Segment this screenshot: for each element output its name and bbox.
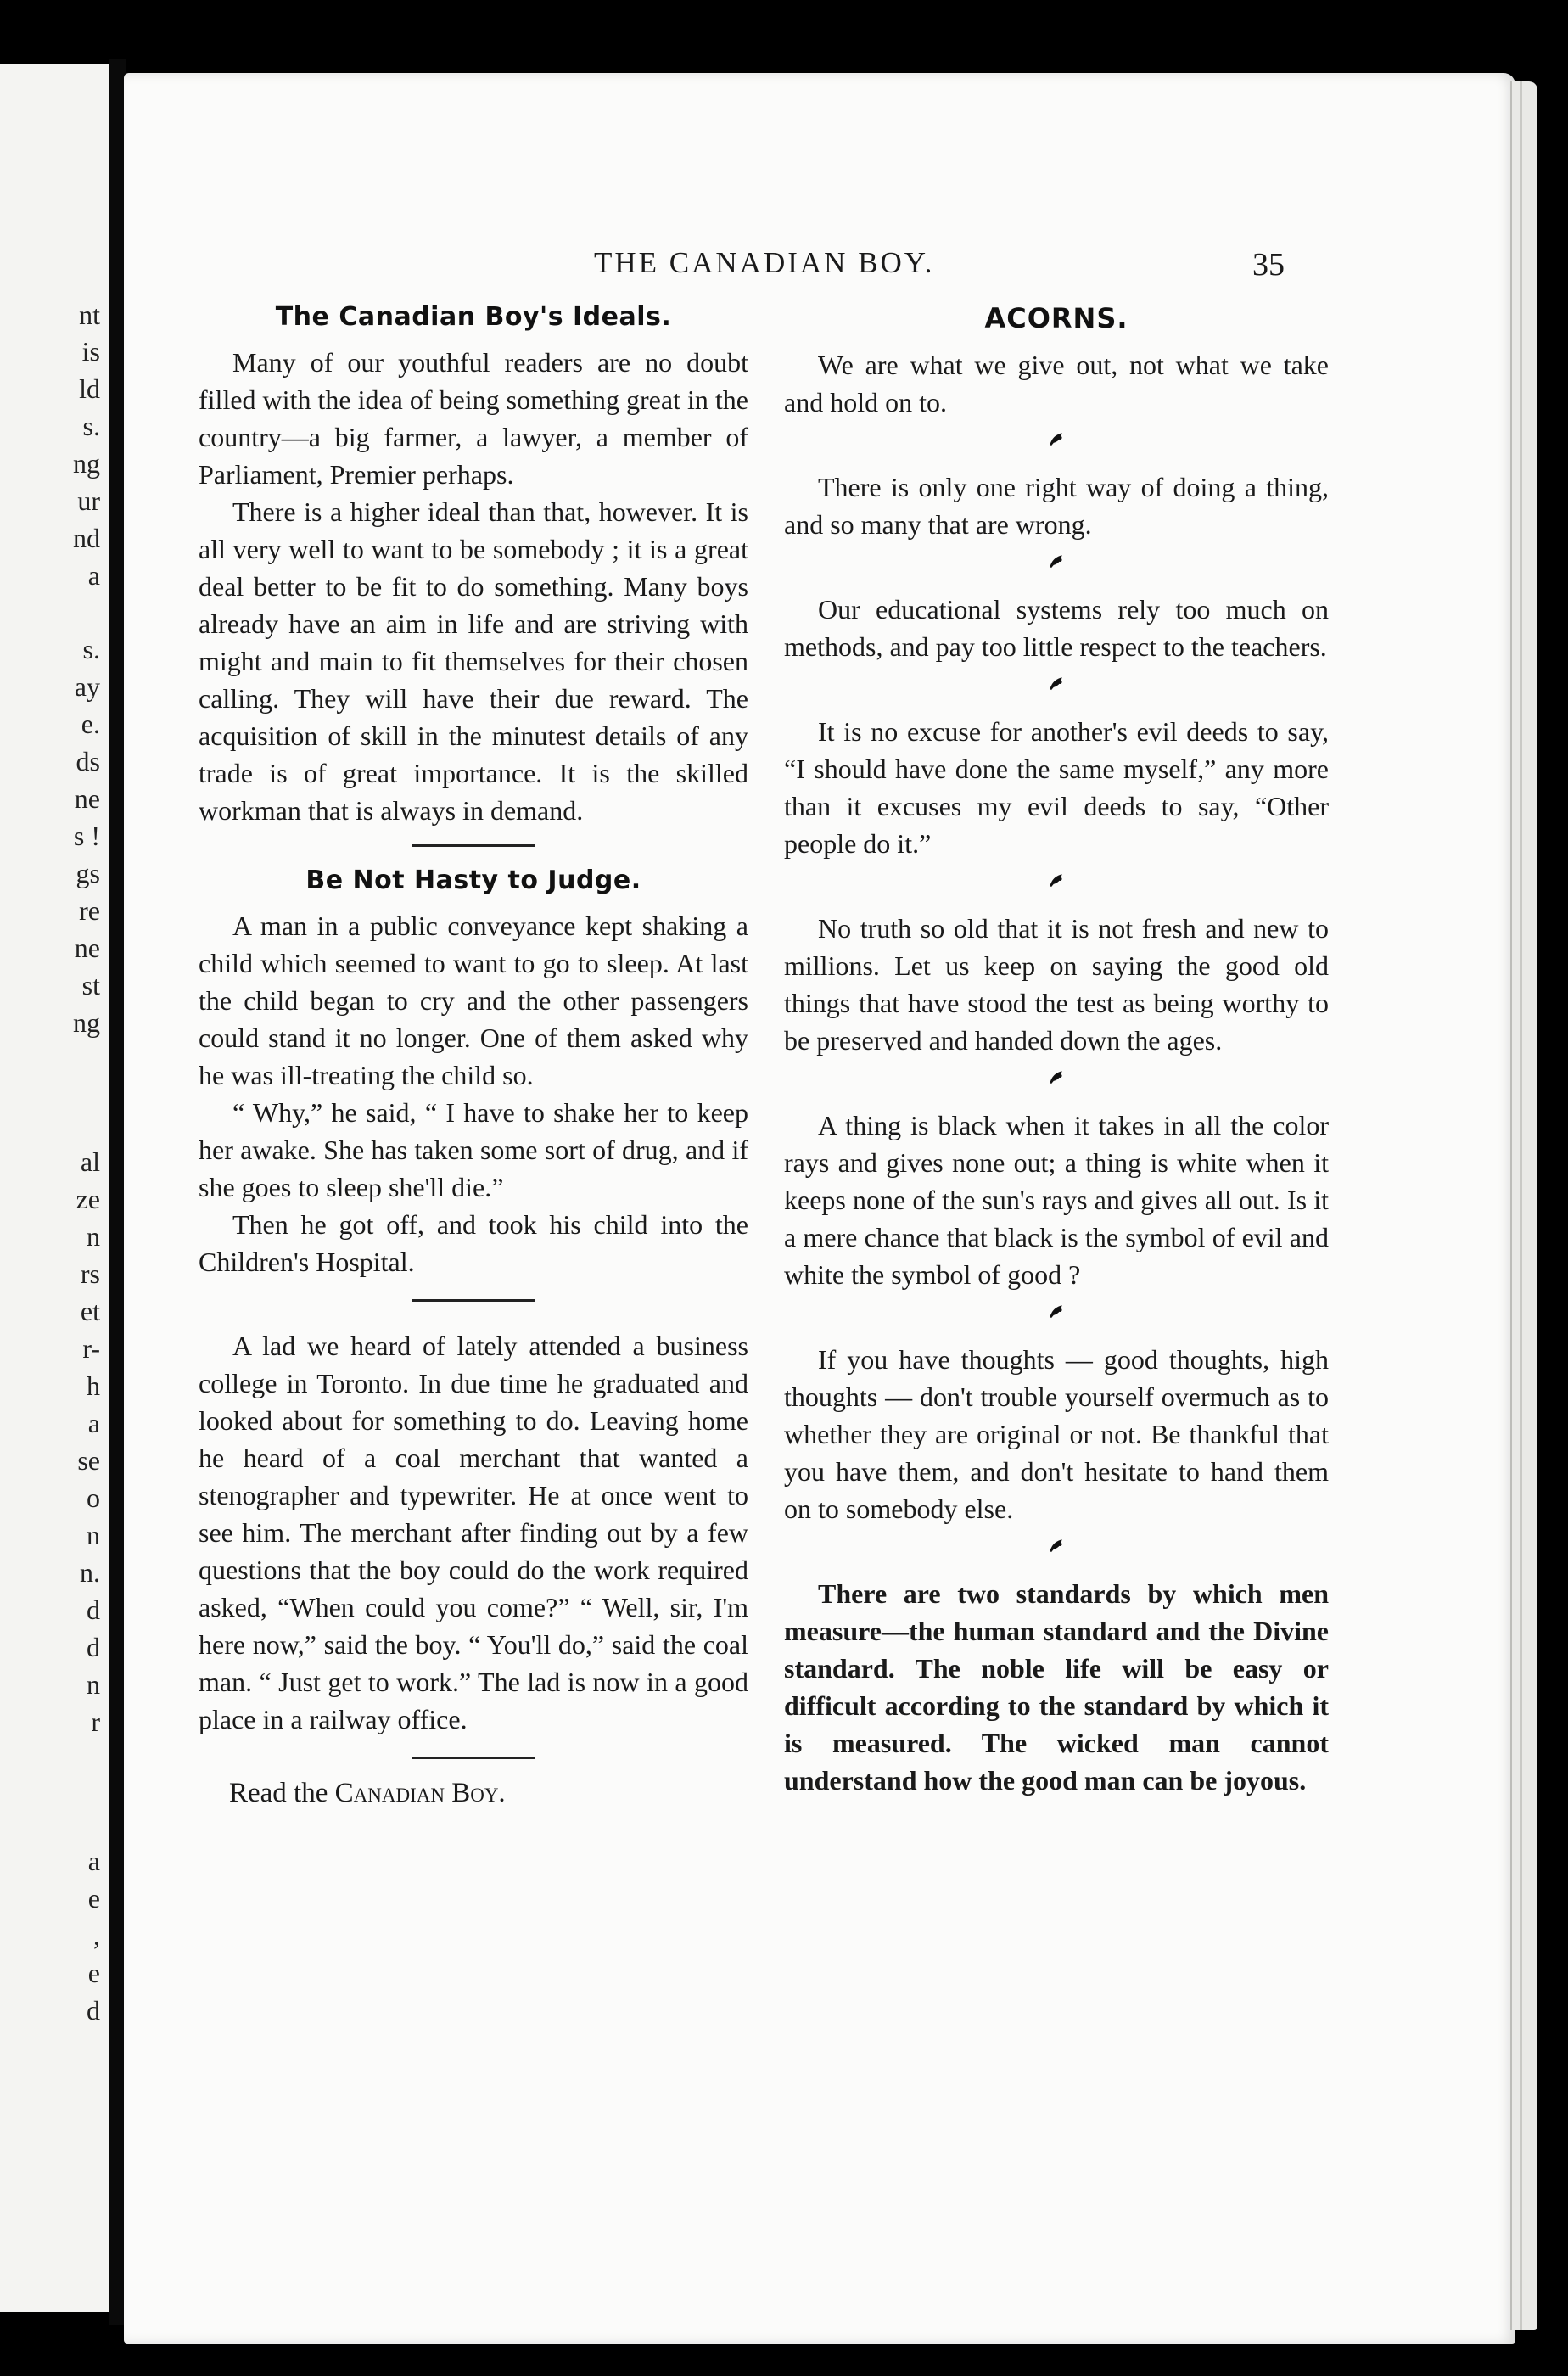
facing-page-edge <box>0 64 109 2312</box>
acorn-item: It is no excuse for another's evil deeds to say, “I should have done the same myself,” any more than it excuses my evil deeds to say, “Other people do it.” <box>784 716 1329 859</box>
hasty-heading: Be Not Hasty to Judge. <box>305 866 641 895</box>
facing-page-fragment: ng <box>73 448 100 479</box>
facing-page-fragment: n <box>87 1520 100 1550</box>
acorn-item: We are what we give out, not what we take and hold on to. <box>784 350 1329 417</box>
facing-page-fragment: e. <box>81 709 100 739</box>
facing-page-fragment: s ! <box>73 821 100 851</box>
facing-page-fragment: st <box>81 970 100 1000</box>
left-column <box>199 299 748 1812</box>
facing-page-fragment: d <box>87 1995 100 2026</box>
facing-page-fragment: h <box>87 1370 100 1401</box>
facing-page-fragment: n <box>87 1221 100 1252</box>
facing-page-fragment: ne <box>74 783 100 814</box>
facing-page-fragment: et <box>80 1296 100 1326</box>
acorn-item: No truth so old that it is not fresh and new to millions. Let us keep on saying the good old things that have stood the test as being worthy to be preserved and handed down the ages. <box>784 913 1329 1056</box>
acorn-item: There is only one right way of doing a thing, and so many that are wrong. <box>784 472 1329 540</box>
facing-page-fragment: ng <box>73 1007 100 1038</box>
facing-page-fragment: e <box>87 1883 100 1914</box>
facing-page-fragment: ld <box>79 373 100 404</box>
facing-page-fragment: nd <box>73 523 100 553</box>
facing-page-fragment: al <box>80 1146 100 1177</box>
facing-page-fragment: nt <box>79 300 100 330</box>
facing-page-fragment: se <box>77 1445 100 1476</box>
facing-page-fragment: a <box>87 1408 100 1438</box>
read-note <box>199 1774 748 1812</box>
facing-page-fragment: s. <box>82 411 100 441</box>
facing-page-fragment: d <box>87 1594 100 1625</box>
facing-page-fragment: ur <box>77 485 100 516</box>
lad-paragraph: A lad we heard of lately attended a business college in Toronto. In due time he graduated and looked about for something to do. Leaving home he heard of a coal merchant that wanted a stenographer and typewriter. He at once went to see him. The merchant after finding out by a few questions that the boy could do the work required asked, “When could you come?” “ Well, sir, I'm here now,” said the boy. “ You'll do,” said the coal man. “ Just get to work.” The lad is now in a good place in a railway office. <box>199 1331 748 1734</box>
facing-page-fragment: d <box>87 1632 100 1662</box>
facing-page-fragment: rs <box>80 1258 100 1289</box>
section-divider <box>412 844 535 847</box>
facing-page-fragment: ne <box>74 933 100 963</box>
book-spine <box>109 59 126 2325</box>
facing-page-fragment: n. <box>80 1557 100 1588</box>
facing-page-fragment: ze <box>76 1184 100 1214</box>
running-head: THE CANADIAN BOY. <box>594 246 935 279</box>
facing-page-fragment: gs <box>76 858 100 888</box>
hasty-paragraph-3: Then he got off, and took his child into the Children's Hospital. <box>199 1209 748 1277</box>
facing-page-fragment: a <box>87 1846 100 1876</box>
hasty-paragraph-2: “ Why,” he said, “ I have to shake her to keep her awake. She has taken some sort of drug, and if she goes to sleep she'll die.” <box>199 1097 748 1202</box>
facing-page-fragment: , <box>93 1920 100 1951</box>
section-divider <box>412 1757 535 1759</box>
facing-page-fragment: r <box>91 1706 100 1737</box>
facing-page-fragment: e <box>87 1958 100 1988</box>
read-note-title: Canadian Boy. <box>334 1778 506 1808</box>
fleuron-icon <box>784 552 1329 577</box>
facing-page-fragment: n <box>87 1669 100 1700</box>
facing-page-fragment: ay <box>74 671 100 702</box>
ideals-paragraph-2: There is a higher ideal than that, however. It is all very well to want to be somebody ; it is a great deal better to be fit to do something. Many boys already have an aim in life and are striving with might and main to fit themselves for their chosen calling. They will have their due reward. The acquisition of skill in the minutest details of any trade is of great importance. It is the skilled workman that is always in demand. <box>199 496 748 826</box>
acorns-heading: ACORNS. <box>984 302 1128 334</box>
fleuron-icon <box>784 1068 1329 1093</box>
acorn-item: If you have thoughts — good thoughts, high thoughts — don't trouble yourself overmuch as to whether they are original or not. Be thankful that you have them, and don't hesitate to hand them on to somebody else. <box>784 1344 1329 1524</box>
facing-page-fragment: r- <box>82 1333 100 1364</box>
facing-page-fragment: s. <box>82 634 100 664</box>
facing-page-fragment: re <box>79 895 100 926</box>
facing-page-fragment: a <box>87 560 100 591</box>
right-column <box>784 299 1329 1799</box>
read-note-prefix: Read the <box>229 1778 328 1808</box>
fleuron-icon <box>784 1302 1329 1327</box>
section-divider <box>412 1299 535 1302</box>
facing-page-fragment: o <box>87 1482 100 1513</box>
page-stack-edge <box>1510 81 1537 2330</box>
page-number: 35 <box>1252 247 1285 283</box>
acorn-item: There are two standards by which men measure—the human standard and the Divine standard. The noble life will be easy or difficult according to the standard by which it is measured. The wicked man cannot understand how the good man can be joyous. <box>784 1578 1329 1796</box>
hasty-paragraph-1: A man in a public conveyance kept shaking a child which seemed to want to go to sleep. At last the child began to cry and the other passengers could stand it no longer. One of them asked why he was ill-treating the child so. <box>199 911 748 1090</box>
facing-page-fragment: is <box>81 336 100 367</box>
acorn-item: A thing is black when it takes in all the color rays and gives none out; a thing is white when it keeps none of the sun's rays and gives all out. Is it a mere chance that black is the symbol of evil and white the symbol of good ? <box>784 1110 1329 1290</box>
acorn-item: Our educational systems rely too much on methods, and pay too little respect to the teachers. <box>784 594 1329 662</box>
ideals-heading: The Canadian Boy's Ideals. <box>275 302 672 332</box>
fleuron-icon <box>784 674 1329 699</box>
acorns-list <box>784 346 1329 1799</box>
fleuron-icon <box>784 871 1329 896</box>
facing-page-fragment: ds <box>76 746 100 776</box>
fleuron-icon <box>784 429 1329 455</box>
ideals-paragraph-1: Many of our youthful readers are no doubt filled with the idea of being something great in the country—a big farmer, a lawyer, a member of Parliament, Premier perhaps. <box>199 347 748 490</box>
fleuron-icon <box>784 1536 1329 1561</box>
